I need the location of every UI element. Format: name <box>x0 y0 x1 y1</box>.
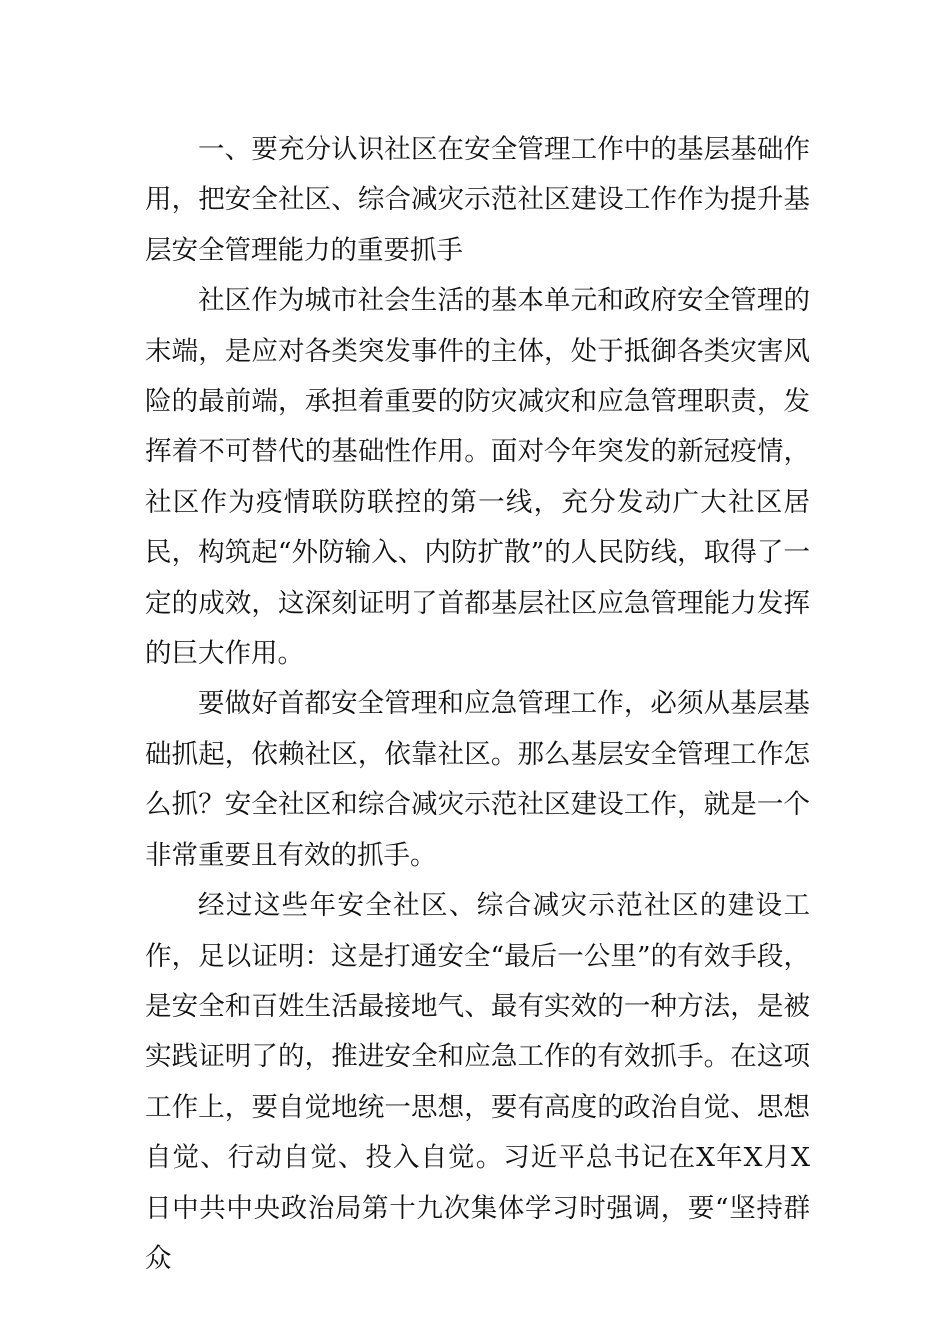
paragraph-community-role: 社区作为城市社会生活的基本单元和政府安全管理的末端，是应对各类突发事件的主体，处于抵御各类灾害风险的最前端，承担着重要的防灾减灾和应急管理职责，发挥着不可替代的基础性作用。面对今年突发的新冠疫情，社区作为疫情联防联控的第一线，充分发动广大社区居民，构筑起“外防输入、内防扩散”的人民防线，取得了一定的成效，这深刻证明了首都基层社区应急管理能力发挥的巨大作用。 <box>145 285 810 670</box>
paragraph-grassroots-work: 要做好首都安全管理和应急管理工作，必须从基层基础抓起，依赖社区，依靠社区。那么基层安全管理工作怎么抓？安全社区和综合减灾示范社区建设工作，就是一个非常重要且有效的抓手。 <box>145 688 810 871</box>
paragraph-construction-results: 经过这些年安全社区、综合减灾示范社区的建设工作，足以证明：这是打通安全“最后一公里”的有效手段，是安全和百姓生活最接地气、最有实效的一种方法，是被实践证明了的，推进安全和应急工作的有效抓手。在这项工作上，要自觉地统一思想，要有高度的政治自觉、思想自觉、行动自觉、投入自觉。习近平总书记在X年X月X日中共中央政治局第十九次集体学习时强调，要“坚持群众 <box>145 890 810 1274</box>
section-heading: 一、要充分认识社区在安全管理工作中的基层基础作用，把安全社区、综合减灾示范社区建设工作作为提升基层安全管理能力的重要抓手 <box>145 134 810 266</box>
document-body <box>145 125 810 1284</box>
